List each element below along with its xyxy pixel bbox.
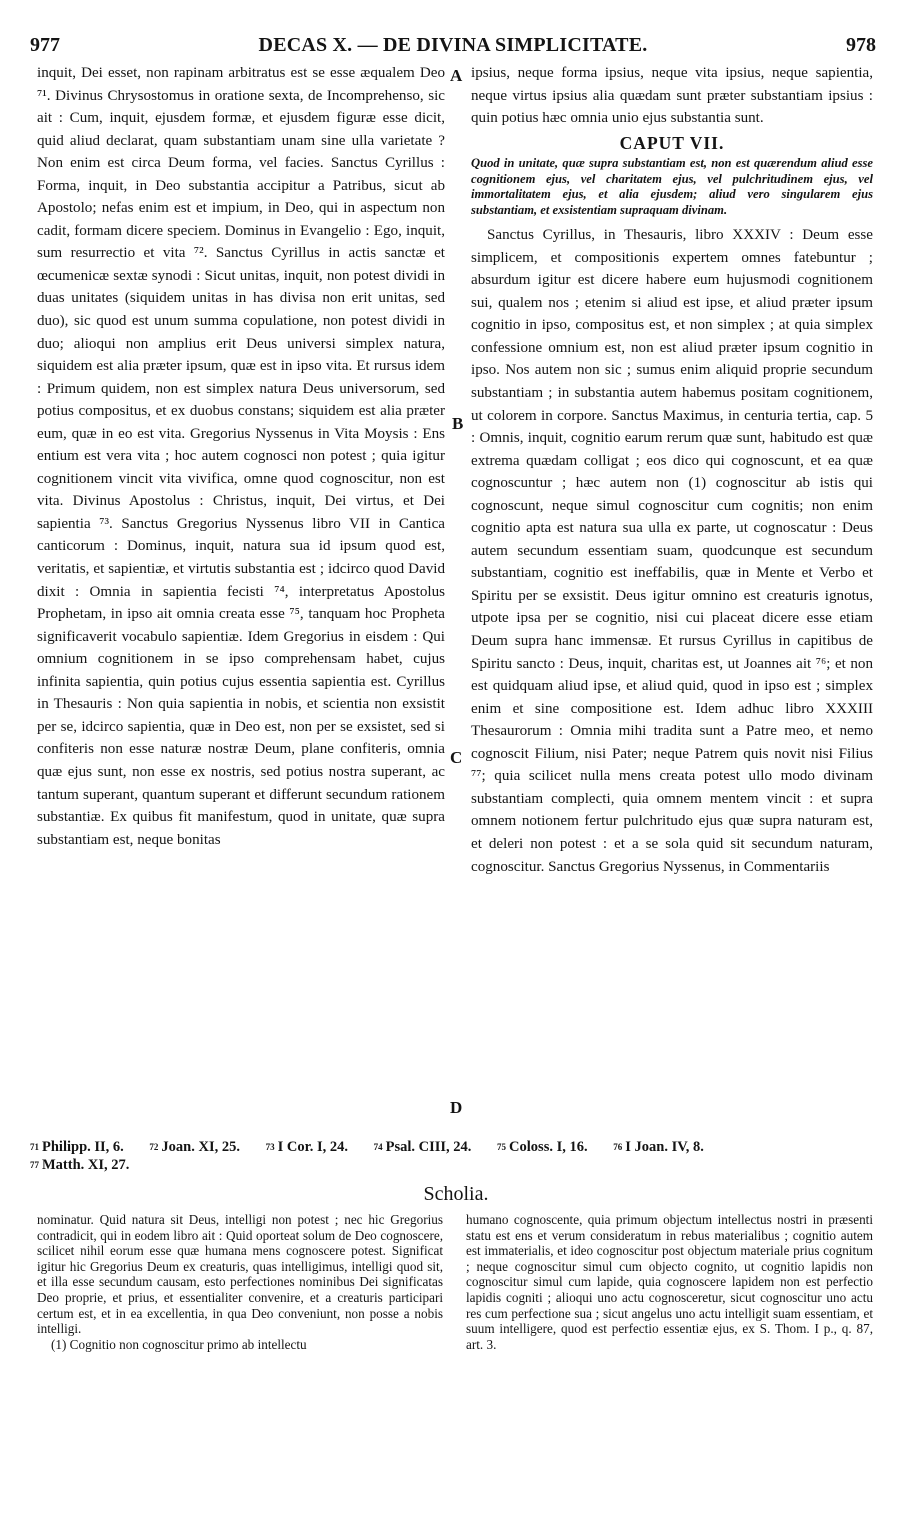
footnote: $^{73}$ I Cor. I, 24. xyxy=(265,1139,348,1155)
footnote: $^{75}$ Coloss. I, 16. xyxy=(497,1139,588,1155)
margin-letter-b: B xyxy=(452,414,464,433)
margin-letter-c: C xyxy=(450,748,463,767)
right-column xyxy=(471,62,873,1122)
footnote: $^{71}$ Philipp. II, 6. xyxy=(30,1139,124,1155)
scholia-left-column xyxy=(37,1212,443,1442)
chapter-heading: CAPUT VII. xyxy=(619,132,725,153)
footnote: $^{77}$ Matth. XI, 27. xyxy=(30,1157,130,1173)
margin-letter-d: D xyxy=(450,1098,463,1117)
scholia-right-text: humano cognoscente, quia primum objectum intellectus nostri in præsenti statu est ens et verum consideratum in rebus materialibus ; cognitio autem est immaterialis, et ideo cognoscitur post objectum materiale prius cognitum ; neque cognoscitur simul cum objecto cognito, ut cognitio lapidis non cognoscitur simul cum lapide, quia cognoscere lapidem non est perfectio lapidis cogniti ; alioqui uno actu cognosceretur, sicut cognoscitur uno actu res cum perfectione sua ; sicut angelus uno actu intelligit suam essentiam, et suum intelligere, quod est perfectio essentiæ ejus, ex S. Thom. I p., q. 87, art. 3. xyxy=(466,1212,873,1352)
footnotes xyxy=(30,1138,878,1174)
scholia-right-column xyxy=(466,1212,873,1442)
footnote: $^{76}$ I Joan. IV, 8. xyxy=(613,1139,704,1155)
scholia-note: (1) Cognitio non cognoscitur primo ab intellectu xyxy=(51,1336,307,1352)
left-column xyxy=(37,62,445,1122)
chapter-summary: Quod in unitate, quæ supra substantiam est, non est quærendum aliud esse cognitionem ejus, vel charitatem ejus, vel pulchritudinem ejus, vel immortalitatem ejus, et alia ejusdem; aliud vero singularem ejus substantiam, et exsistentiam supraquam divinam. xyxy=(471,156,873,217)
page-number-right: 978 xyxy=(846,34,876,56)
footnote: $^{74}$ Psal. CIII, 24. xyxy=(373,1139,472,1155)
running-header xyxy=(30,34,876,60)
margin-letter-a: A xyxy=(450,66,463,85)
footnote: $^{72}$ Joan. XI, 25. xyxy=(149,1139,240,1155)
scholia-title: Scholia. xyxy=(423,1183,489,1205)
page-number-left: 977 xyxy=(30,34,60,56)
running-title: DECAS X. — DE DIVINA SIMPLICITATE. xyxy=(258,34,648,56)
scholia-left-text: nominatur. Quid natura sit Deus, intelligi non potest ; nec hic Gregorius contradicit, qui in eodem libro ait : Quid oporteat solum de Deo cognoscere, scilicet nihil eorum esse quæ humana mens cognoscere potest. Significat igitur hic Gregorius Deum ex creaturis, quas intelligimus, intelligi quod sit, et illa esse secundum causam, esto perfectiones nominibus Dei significatas Deo proprie, et prius, et essentialiter convenire, et a creaturis participari certum est, et in ea excellentia, in qua Deo conveniunt, non posse a nobis intelligi. xyxy=(37,1212,443,1337)
right-column-body: Sanctus Cyrillus, in Thesauris, libro XXXIV : Deum esse simplicem, et compositionis expertem omnes fatebuntur ; absurdum igitur est dicere habere eum hujusmodi cognitionem sui, qualem nos ; etenim si aliud est ipse, et aliud præter ipsum cognitio in ipso, compositus est, et non simplex ; at quia simplex confessione omnium est, non est aliud præter ipsum cognitio in ipso. Nos autem non sic ; sumus enim aliquid proprie secundum substantiam ; in substantia autem habemus positam cognitionem, ut colorem in corpore. Sanctus Maximus, in centuria tertia, cap. 5 : Omnis, inquit, cognitio earum rerum quæ sunt, habitudo est quæ extrema quædam colligat ; eos dico qui cognoscunt, et ea quæ cognoscuntur ; hæc autem non (1) cognoscitur ab istis qui cognoscunt, neque simul cognoscitur cum cognitis; non enim cognitio apta est natura sua ulla ex parte, ut cognoscatur : Deus autem secundum essentiam suam, quodcunque est secundum substantiam, cognitio est ineffabilis, quæ in Mente et Verbo et Spiritu per se exsistit. Deus igitur omnino est creaturis ignotus, utpote ipsa per se cognitio, nisi cui placeat dicere esse etiam Deum supra hanc immensæ. Et rursus Cyrillus in capitibus de Spiritu sancto : Deus, inquit, charitas est, ut Joannes ait ⁷⁶; et non est quidquam aliud ipse, et aliud quid, quod in ipso est ; simplex enim et sine compositione est. Idem adhuc libro XXXIII Thesaurorum : Omnia mihi tradita sunt a Patre meo, et nemo cognoscit Filium, nisi Pater; neque Patrem quis novit nisi Filius ⁷⁷; quia scilicet nulla mens creata potest ullo modo divinam substantiam complecti, quia omnem mentem vincit : et supra omnem notionem fertur pulchritudo ejus quæ supra naturam est, et deleri non potest : et a se sola quid sit secundum naturam, cognoscitur. Sanctus Gregorius Nyssenus, in Commentariis xyxy=(471,227,873,875)
left-column-text: inquit, Dei esset, non rapinam arbitratus est se esse æqualem Deo ⁷¹. Divinus Chrysostomus in oratione sexta, de Incomprehenso, sic ait : Cum, inquit, ejusdem formæ, et ejusdem figuræ esse dicit, quid aliud declarat, quam substantiam unam sine ulla varietate ? Non enim est circa Deum forma, vel facies. Sanctus Cyrillus : Forma, inquit, in Deo substantia accipitur a Patribus, sicut ab Apostolo; nefas enim est et impium, in Deo, qui in aspectum non cadit, formam dicere speciem. Dominus in Evangelio : Ego, inquit, sum resurrectio et vita ⁷². Sanctus Cyrillus in actis sanctæ et œcumenicæ sextæ synodi : Sicut unitas, inquit, non potest dividi in duas unitates (siquidem unitas in has divisa non erit unitas, sed duo), sic quod est unum summa copulatione, non potest dividi in duo; alioqui non amplius erit Deus universi simplex natura, siquidem est alia præter ipsum, quæ est in ipso vita. Et rursus idem : Primum quidem, non est simplex natura Deus universorum, sed potius compositus, et ex duobus constans; siquidem est alia præter eum, quæ in eo est vita. Gregorius Nyssenus in Vita Moysis : Ens entium est vera vita ; hoc autem cognosci non potest ; quia igitur cognitionem vincit vita vivifica, omne quod cognoscitur, non est vita. Divinus Apostolus : Christus, inquit, Dei virtus, et Dei sapientia ⁷³. Sanctus Gregorius Nyssenus libro VII in Cantica canticorum : Dominus, inquit, natura sua id ipsum quod est, veritatis, et sapientiæ, et virtutis substantia est ; idcirco quod David dixit : Omnia in sapientia fecisti ⁷⁴, interpretatus Apostolus Prophetam, in ipso ait omnia creata esse ⁷⁵, tanquam hoc Propheta significaverit vocabulo sapientiæ. Idem Gregorius in eisdem : Qui omnium cognitionem in se ipso comprehensam habet, cujus infinita sapientia, quin potius cujus essentia sapientia est. Cyrillus in Thesauris : Non quia sapientia in nobis, et scientia non exsistit per se, idcirco sapientia, quæ in Deo est, non per se exsistet, sed si confiteris non esse naturæ nostræ Deum, plane confiteris, omnia quæ ejus sunt, non esse ex nostris, sed potius nostra superant, ac tantum superant, quantum superant et differunt secundum rationem substantiæ. Ex quibus fit manifestum, quod in unitate, quæ supra substantiam est, neque bonitas xyxy=(37,65,445,848)
right-column-opening: ipsius, neque forma ipsius, neque vita ipsius, neque sapientia, neque virtus ipsius alia quædam sunt præter substantiam ipsius : quin potius hæc omnia unio ejus substantia sunt. xyxy=(471,65,873,127)
